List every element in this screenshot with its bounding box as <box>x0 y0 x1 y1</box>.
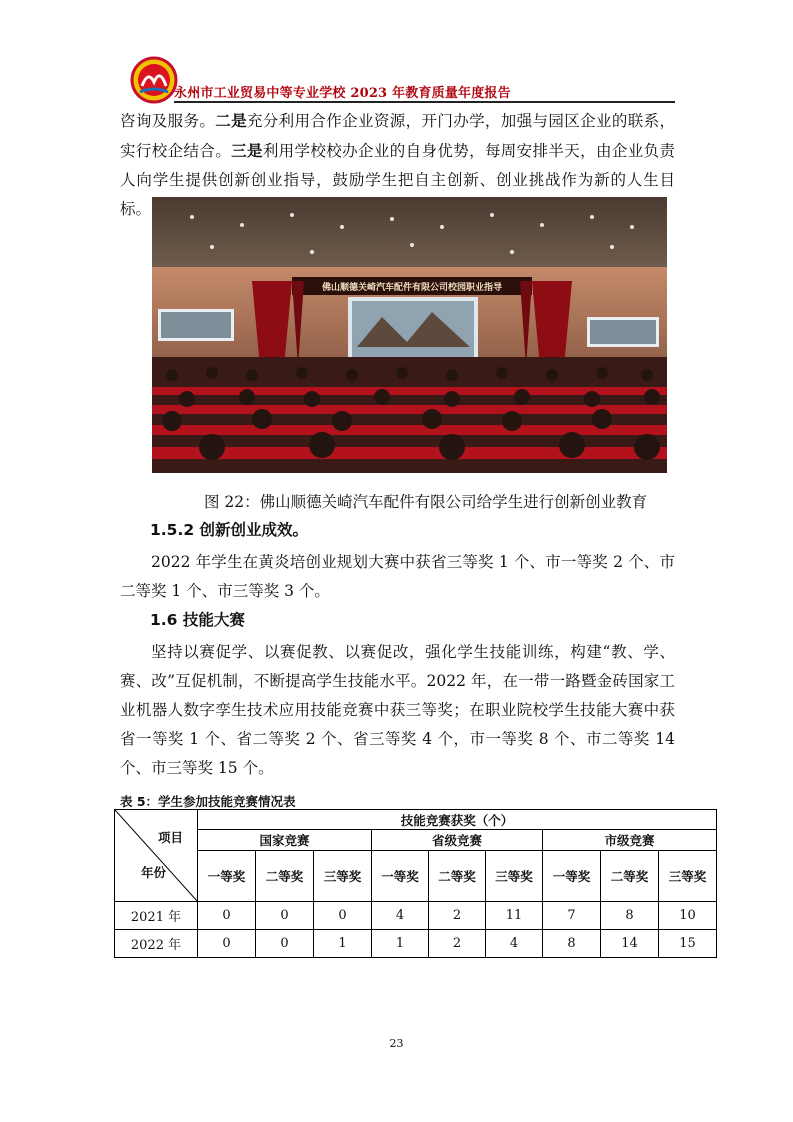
value-cell: 14 <box>601 930 659 958</box>
table-row <box>115 930 717 958</box>
value-cell: 2 <box>429 930 486 958</box>
value-cell: 1 <box>314 930 372 958</box>
table-corner-cell <box>115 810 198 902</box>
value-cell: 0 <box>256 930 314 958</box>
section-152-text: 2022 年学生在黄炎培创业规划大赛中获省三等奖 1 个、市一等奖 2 个、市二等奖 1 个、市三等奖 3 个。 <box>120 553 675 600</box>
value-cell: 0 <box>256 902 314 930</box>
year-cell: 2021 年 <box>115 902 198 930</box>
year-cell: 2022 年 <box>115 930 198 958</box>
level-header: 二等奖 <box>601 851 659 902</box>
level-header: 三等奖 <box>314 851 372 902</box>
section-16-text: 坚持以赛促学、以赛促教、以赛促改，强化学生技能训练，构建“教、学、赛、改”互促机制，不断提高学生技能水平。2022 年，在一带一路暨金砖国家工业机器人数字孪生技术应用技能竞赛中获三等奖；在职业院校学生技能大赛中获省一等奖 1 个、省二等奖 2 个、省三等奖 4 个，市一等奖 8 个、市二等奖 14 个、市三等奖 15 个。 <box>120 643 675 777</box>
page-number: 23 <box>389 1037 404 1050</box>
group-provincial: 省级竞赛 <box>372 830 543 851</box>
table-title: 表 5：学生参加技能竞赛情况表 <box>120 794 296 809</box>
value-cell: 4 <box>372 902 429 930</box>
section-16-heading: 1.6 技能大赛 <box>150 611 245 629</box>
second-text: 充分利用合作企业资源，开门办学，加强与园区企业的联系，实行校企结合。 <box>120 112 675 160</box>
corner-label-item: 项目 <box>157 830 183 845</box>
value-cell: 0 <box>198 902 256 930</box>
value-cell: 0 <box>314 902 372 930</box>
level-header: 三等奖 <box>659 851 717 902</box>
page-header <box>130 56 675 102</box>
third-text: 利用学校校办企业的自身优势，每周安排半天，由企业负责人向学生提供创新创业指导，鼓励学生把自主创新、创业挑战作为新的人生目标。 <box>120 142 675 218</box>
photo-banner: 佛山顺德关崎汽车配件有限公司校园职业指导 <box>321 283 503 293</box>
second-label: 二是 <box>215 111 247 130</box>
corner-label-year: 年份 <box>141 865 167 880</box>
group-municipal: 市级竞赛 <box>543 830 717 851</box>
school-logo-icon <box>130 56 178 104</box>
level-header: 三等奖 <box>486 851 543 902</box>
section-152-heading: 1.5.2 创新创业成效。 <box>150 521 309 539</box>
third-label: 三是 <box>231 141 263 160</box>
competition-table <box>114 809 717 958</box>
table-row <box>115 902 717 930</box>
level-header: 一等奖 <box>543 851 601 902</box>
value-cell: 8 <box>601 902 659 930</box>
value-cell: 10 <box>659 902 717 930</box>
value-cell: 1 <box>372 930 429 958</box>
header-title: 永州市工业贸易中等专业学校 2023 年教育质量年度报告 <box>174 86 511 101</box>
value-cell: 0 <box>198 930 256 958</box>
value-cell: 8 <box>543 930 601 958</box>
intro-line1: 咨询及服务。 <box>120 112 216 130</box>
level-header: 二等奖 <box>429 851 486 902</box>
lecture-hall-photo <box>152 197 667 473</box>
table-main-header: 技能竞赛获奖（个） <box>198 810 717 830</box>
photo-caption: 图 22：佛山顺德关崎汽车配件有限公司给学生进行创新创业教育 <box>204 493 648 511</box>
value-cell: 11 <box>486 902 543 930</box>
header-divider <box>174 101 675 103</box>
level-header: 二等奖 <box>256 851 314 902</box>
level-header: 一等奖 <box>372 851 429 902</box>
value-cell: 4 <box>486 930 543 958</box>
value-cell: 15 <box>659 930 717 958</box>
group-national: 国家竞赛 <box>198 830 372 851</box>
level-header: 一等奖 <box>198 851 256 902</box>
value-cell: 7 <box>543 902 601 930</box>
corner-diagonal <box>115 810 198 902</box>
value-cell: 2 <box>429 902 486 930</box>
lecture-hall-illustration <box>152 197 667 473</box>
